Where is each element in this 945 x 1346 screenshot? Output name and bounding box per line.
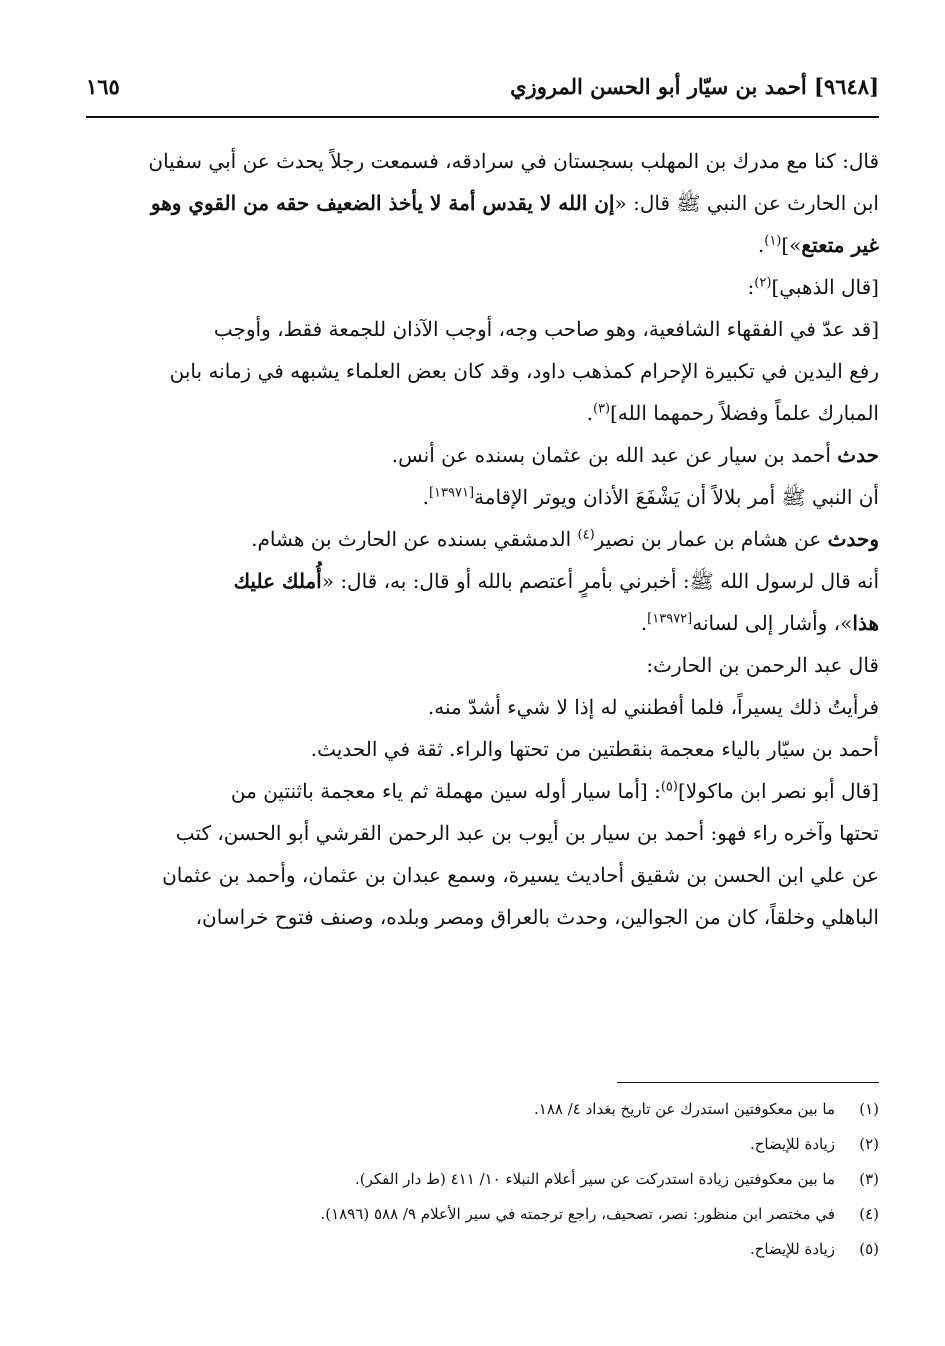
text-line <box>86 602 879 644</box>
text-span: عن هشام بن عمار بن نصير <box>594 527 828 551</box>
paragraph-statement <box>86 686 879 728</box>
paragraph-quote <box>86 308 879 434</box>
text-line: عن علي ابن الحسن بن شقيق أحاديث يسيرة، وسمع عبدان بن عثمان، وأحمد بن عثمان <box>162 863 879 887</box>
text-span: [قال الذهبي] <box>771 275 879 299</box>
footnote-list <box>86 1092 879 1267</box>
footnote-ref[interactable]: (٣) <box>592 401 611 417</box>
paragraph-isnad-1 <box>86 434 879 476</box>
text-span: . <box>422 485 429 509</box>
footnote-number: (٤) <box>859 1205 879 1223</box>
text-line <box>86 182 879 224</box>
footnote-item <box>86 1162 879 1197</box>
paragraph-speaker <box>86 644 879 686</box>
text-span: . <box>640 611 648 635</box>
footnote-ref[interactable]: (٥) <box>660 779 678 795</box>
hadith-number: [١٣٩٧١] <box>428 485 475 501</box>
text-span: . <box>757 233 765 257</box>
footnote-ref[interactable]: (٤) <box>577 527 595 543</box>
text-line: فرأيتُ ذلك يسيراً، فلما أفطنني له إذا لا شيء أشدّ منه. <box>427 695 879 719</box>
text-line <box>86 476 879 518</box>
main-text <box>86 140 879 938</box>
footnote-divider <box>617 1082 879 1083</box>
running-head: [٩٦٤٨] أحمد بن سيّار أبو الحسن المروزي <box>510 74 879 99</box>
text-span: [قال أبو نصر ابن ماكولا] <box>677 779 879 803</box>
keyword: حدث <box>837 443 879 467</box>
page-number: ١٦٥ <box>86 74 120 99</box>
footnote-item <box>86 1232 879 1267</box>
text-span: المبارك علماً وفضلاً رحمهما الله] <box>610 401 879 425</box>
footnote-text: زيادة للإيضاح. <box>749 1240 835 1258</box>
paragraph-name-note <box>86 728 879 770</box>
text-line <box>86 770 879 812</box>
footnote-item <box>86 1127 879 1162</box>
text-span: أحمد بن سيار عن عبد الله بن عثمان بسنده عن أنس. <box>391 443 838 467</box>
text-span: : [أما سيار أوله سين مهملة ثم ياء معجمة باثنتين من <box>230 779 661 803</box>
footnote-text: ما بين معكوفتين استدرك عن تاريخ بغداد ٤/ ١٨٨. <box>534 1100 835 1118</box>
text-span: الدمشقي بسنده عن الحارث بن هشام. <box>251 527 578 551</box>
footnote-number: (٥) <box>859 1240 879 1258</box>
keyword: وحدث <box>827 527 879 551</box>
text-line <box>86 392 879 434</box>
footnote-number: (٣) <box>859 1170 879 1188</box>
text-line: قال: كنا مع مدرك بن المهلب بسجستان في سرادقه، فسمعت رجلاً يحدث عن أبي سفيان <box>148 149 879 173</box>
footnote-text: في مختصر ابن منظور: نصر، تصحيف، راجع ترجمته في سير الأعلام ٩/ ٥٨٨ (١٨٩٦). <box>320 1205 835 1223</box>
paragraph-narration <box>86 140 879 266</box>
footnote-item <box>86 1092 879 1127</box>
hadith-text: هذا <box>852 611 879 635</box>
text-line: تحتها وآخره راء فهو: أحمد بن سيار بن أيوب بن عبد الرحمن القرشي أبو الحسن، كتب <box>175 821 879 845</box>
text-line <box>86 560 879 602</box>
text-line <box>86 434 879 476</box>
footnote-item <box>86 1197 879 1232</box>
hadith-text: إن الله لا يقدس أمة لا يأخذ الضعيف حقه من القوي وهو <box>150 191 615 215</box>
footnote-number: (٢) <box>859 1135 879 1153</box>
hadith-text: أُملك عليك <box>233 569 322 593</box>
paragraph-dhahabi <box>86 266 879 308</box>
page-header <box>86 72 879 118</box>
hadith-text: غير متعتع <box>801 233 879 257</box>
footnote-number: (١) <box>859 1100 879 1118</box>
hadith-number: [١٣٩٧٢] <box>647 611 693 627</box>
text-line: الباهلي وخلقاً، كان من الجوالين، وحدث بالعراق ومصر وبلده، وصنف فتوح خراسان، <box>195 905 879 929</box>
text-line <box>86 224 879 266</box>
text-span: »] <box>781 233 802 257</box>
paragraph-ibn-makula <box>86 770 879 938</box>
text-line: رفع اليدين في تكبيرة الإحرام كمذهب داود، وقد كان بعض العلماء يشبهه في زمانه بابن <box>169 359 879 383</box>
text-line: أحمد بن سيّار بالياء معجمة بنقطتين من تحتها والراء. ثقة في الحديث. <box>310 737 879 761</box>
text-span: »، وأشار إلى لسانه <box>692 611 853 635</box>
footnote-ref[interactable]: (١) <box>764 233 782 249</box>
paragraph-isnad-2 <box>86 518 879 560</box>
text-span: : <box>747 275 755 299</box>
paragraph-hadith-2 <box>86 560 879 644</box>
paragraph-hadith-1 <box>86 476 879 518</box>
text-line: [قد عدّ في الفقهاء الشافعية، وهو صاحب وجه، أوجب الآذان للجمعة فقط، وأوجب <box>213 317 879 341</box>
text-span: أنه قال لرسول الله ﷺ: أخبرني بأمرٍ أعتصم بالله أو قال: به، قال: « <box>321 569 879 593</box>
footnote-text: ما بين معكوفتين زيادة استدركت عن سير أعلام النبلاء ١٠/ ٤١١ (ط دار الفكر). <box>355 1170 835 1188</box>
text-line: قال عبد الرحمن بن الحارث: <box>646 653 879 677</box>
text-line <box>86 518 879 560</box>
text-span: أن النبي ﷺ أمر بلالاً أن يَشْفَعَ الأذان ويوتر الإقامة <box>474 485 879 509</box>
footnote-text: زيادة للإيضاح. <box>749 1135 835 1153</box>
footnote-ref[interactable]: (٢) <box>754 275 772 291</box>
text-line <box>86 266 879 308</box>
text-span: ابن الحارث عن النبي ﷺ قال: « <box>614 191 879 215</box>
text-span: . <box>586 401 593 425</box>
